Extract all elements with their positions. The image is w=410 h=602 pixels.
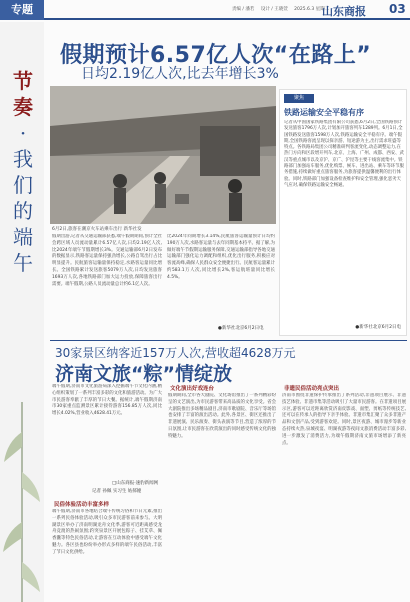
vertical-title-char: 的 bbox=[13, 199, 33, 223]
lead-credit: ●新华社北京6月2日电 bbox=[218, 326, 264, 331]
second-body-col3: 济南市围绕非遗保护传承推出了系列活动,非遗项目展示、非遗技艺体验、非遗市集等活动吸引了大量市民游客。在非遗项目展示区,游客可以近距离欣赏济南皮影戏、面塑、剪纸等传统技艺,还可以在传承人的指导下亲手体验。非遗市集汇聚了众多非遗产品和文创产品,受到游客欢迎。同时,景区夜游、城市漫步等新业态持续火热,泉城夜宴、明湖夜游等夜间文旅消费活动丰富多彩,进一步激发了消费活力,为端午假期济南文旅市场增添了新亮点。 bbox=[282, 393, 406, 446]
vertical-title-char: 奏 bbox=[13, 95, 33, 119]
second-headline: 济南文旅“粽”情绽放 bbox=[55, 363, 232, 385]
vertical-title-char: 午 bbox=[13, 251, 33, 275]
left-decor-column bbox=[0, 22, 44, 602]
page-number: 03 bbox=[389, 2, 406, 16]
vertical-title-char: · bbox=[19, 121, 27, 145]
bamboo-leaf-decoration bbox=[2, 402, 42, 602]
photo-caption: 6月2日,旅客在潮京火车站乘车出行 新华社发 bbox=[52, 227, 142, 232]
issue-date: 2025.6.3 星期二 bbox=[294, 7, 330, 12]
subhead-heritage: 非遗民俗活动亮点突出 bbox=[284, 386, 340, 392]
page-header bbox=[0, 0, 410, 20]
lead-body-col2: 比2024年同期增长3.14%,民航旅客运输量预计日均约190万人次,水路客运量与去年同期基本持平。据了解,为做好端午节假期运输服务保障,交通运输部指导各地交通运输部门强化运力调配和组织,优化出行服务,积极应对客流高峰,确保人民群众安全便捷出行。民航客运量累计约583.1万人次,同比增长2%,客运航班量同比增长4.5%。 bbox=[167, 234, 275, 280]
section-tag: 专题 bbox=[0, 0, 44, 20]
second-intro: 端午假期,济南市文化旅游局深入挖掘端午节文化内涵,精心组织策划了一系列丰富多彩的文化和旅游活动。为广大市民游客奉献了丰厚的节日大餐。据统计,端午假期济南市30家重点监测景区累计接待游客156.85万人次,同比增长4.02%,营业收入4628.41万元。 bbox=[52, 384, 162, 417]
newspaper-brand: 山东商报 bbox=[322, 5, 366, 18]
lead-body-col1: 假期出游,记者从交通运输部获悉,端午假期期间,预计全社会跨区域人员流动量累计6.57亿人次,日均2.19亿人次,比2024年端午节假期增长3%。交通运输部6月2日发布的数据显示,铁路客运量保持强劲增长,公路自驾出行占比明显提升。民航旅客运输量保持稳定,水路客运量同比增长。全国铁路累计发送旅客5079万人次,日均发送旅客1693万人次,各地铁路部门加大运力投放,保障旅客出行需要。端午假期,公路人员流动量总计约6.1亿人次。 bbox=[52, 234, 162, 287]
sidebar-kicker: 聚焦 bbox=[284, 94, 314, 103]
subhead-performance: 文化演出好戏连台 bbox=[170, 386, 215, 392]
second-credit-outlet: □山东商报·速豹新闻网 bbox=[112, 481, 159, 486]
sidebar-box bbox=[279, 89, 407, 336]
vertical-title-char: 节 bbox=[13, 69, 33, 93]
sidebar-title: 铁路运输安全平稳有序 bbox=[284, 108, 364, 117]
sidebar-body: 记者从中国国家铁路集团有限公司获悉,6月2日,全国铁路预计发送旅客1796万人次,计划加开旅客列车1289列。6月1日,全国铁路发送旅客1598万人次,铁路运输安全平稳有序。端午假期,全国铁路客流呈现以探亲游、短途游为主,出行需求旺盛等特点。各铁路局集团公司精准研判客流变化,动态调整运力,在热门方向和区段增开列车,北京、上海、广州、成都、西安、武汉等重点城市以及京沪、京广、沪昆等主要干线客流集中。铁路部门加强站车服务,优化购票、候车、进出站、乘车等环节服务措施,持续做好重点旅客服务,为旅客提供温馨便利的出行体验。同时,铁路部门加强设备检查维护和安全管理,强化恶劣天气应对,确保铁路运输安全畅通。 bbox=[284, 120, 404, 188]
vertical-title-char: 们 bbox=[13, 173, 33, 197]
station-photo bbox=[50, 86, 276, 224]
section-divider bbox=[50, 340, 407, 341]
lead-headline: 假期预计6.57亿人次“在路上” bbox=[60, 43, 372, 68]
lead-subheadline: 日均2.19亿人次,比去年增长3% bbox=[81, 66, 279, 82]
second-body-col1: 端午假期,济南市各地结合端午传统习俗和节日元素,推出一系列民俗体验活动,吸引众多市民游客前来参与。大明湖景区举办了济南明湖龙舟文化季,游客可近距离感受龙舟竞渡的热闹氛围;趵突泉景区开展包粽子、挂艾草、佩香囊等特色民俗活动,让游客在互动体验中感受端午文化魅力。各区县也纷纷举办形式多样的端午民俗活动,丰富了节日文化供给。 bbox=[52, 509, 162, 555]
vertical-title bbox=[9, 68, 37, 276]
second-credit-reporters: 记者 孙佩 实习生 姑郝娅 bbox=[92, 489, 142, 494]
designer-credit: 设计 / 王晓萱 bbox=[260, 7, 288, 12]
sidebar-credit: ●新华社北京6月2日电 bbox=[355, 325, 401, 330]
vertical-title-char: 端 bbox=[13, 225, 33, 249]
second-body-col2: 假期期间,全市各大剧院、文化场馆推出了一系列精彩纷呈的文艺演出,为市民游客带来高品质的文化享受。省会大剧院推出多场精品剧目,济南市歌剧院、音乐厅等场馆也安排了丰富的演出活动。此外,各景区、街区还推出了非遗展演、民乐演奏、街头表演等节目,营造了浓厚的节日氛围,让市民游客在欣赏演出的同时感受传统文化的独特魅力。 bbox=[168, 393, 276, 439]
second-kicker-headline: 30家景区纳客近157万人次,营收超4628万元 bbox=[55, 346, 296, 360]
subhead-folk: 民俗体验活动丰富多样 bbox=[54, 502, 110, 508]
header-meta bbox=[232, 6, 334, 12]
editor-credit: 责编 / 潘若 bbox=[232, 7, 255, 12]
vertical-title-char: 我 bbox=[13, 147, 33, 171]
